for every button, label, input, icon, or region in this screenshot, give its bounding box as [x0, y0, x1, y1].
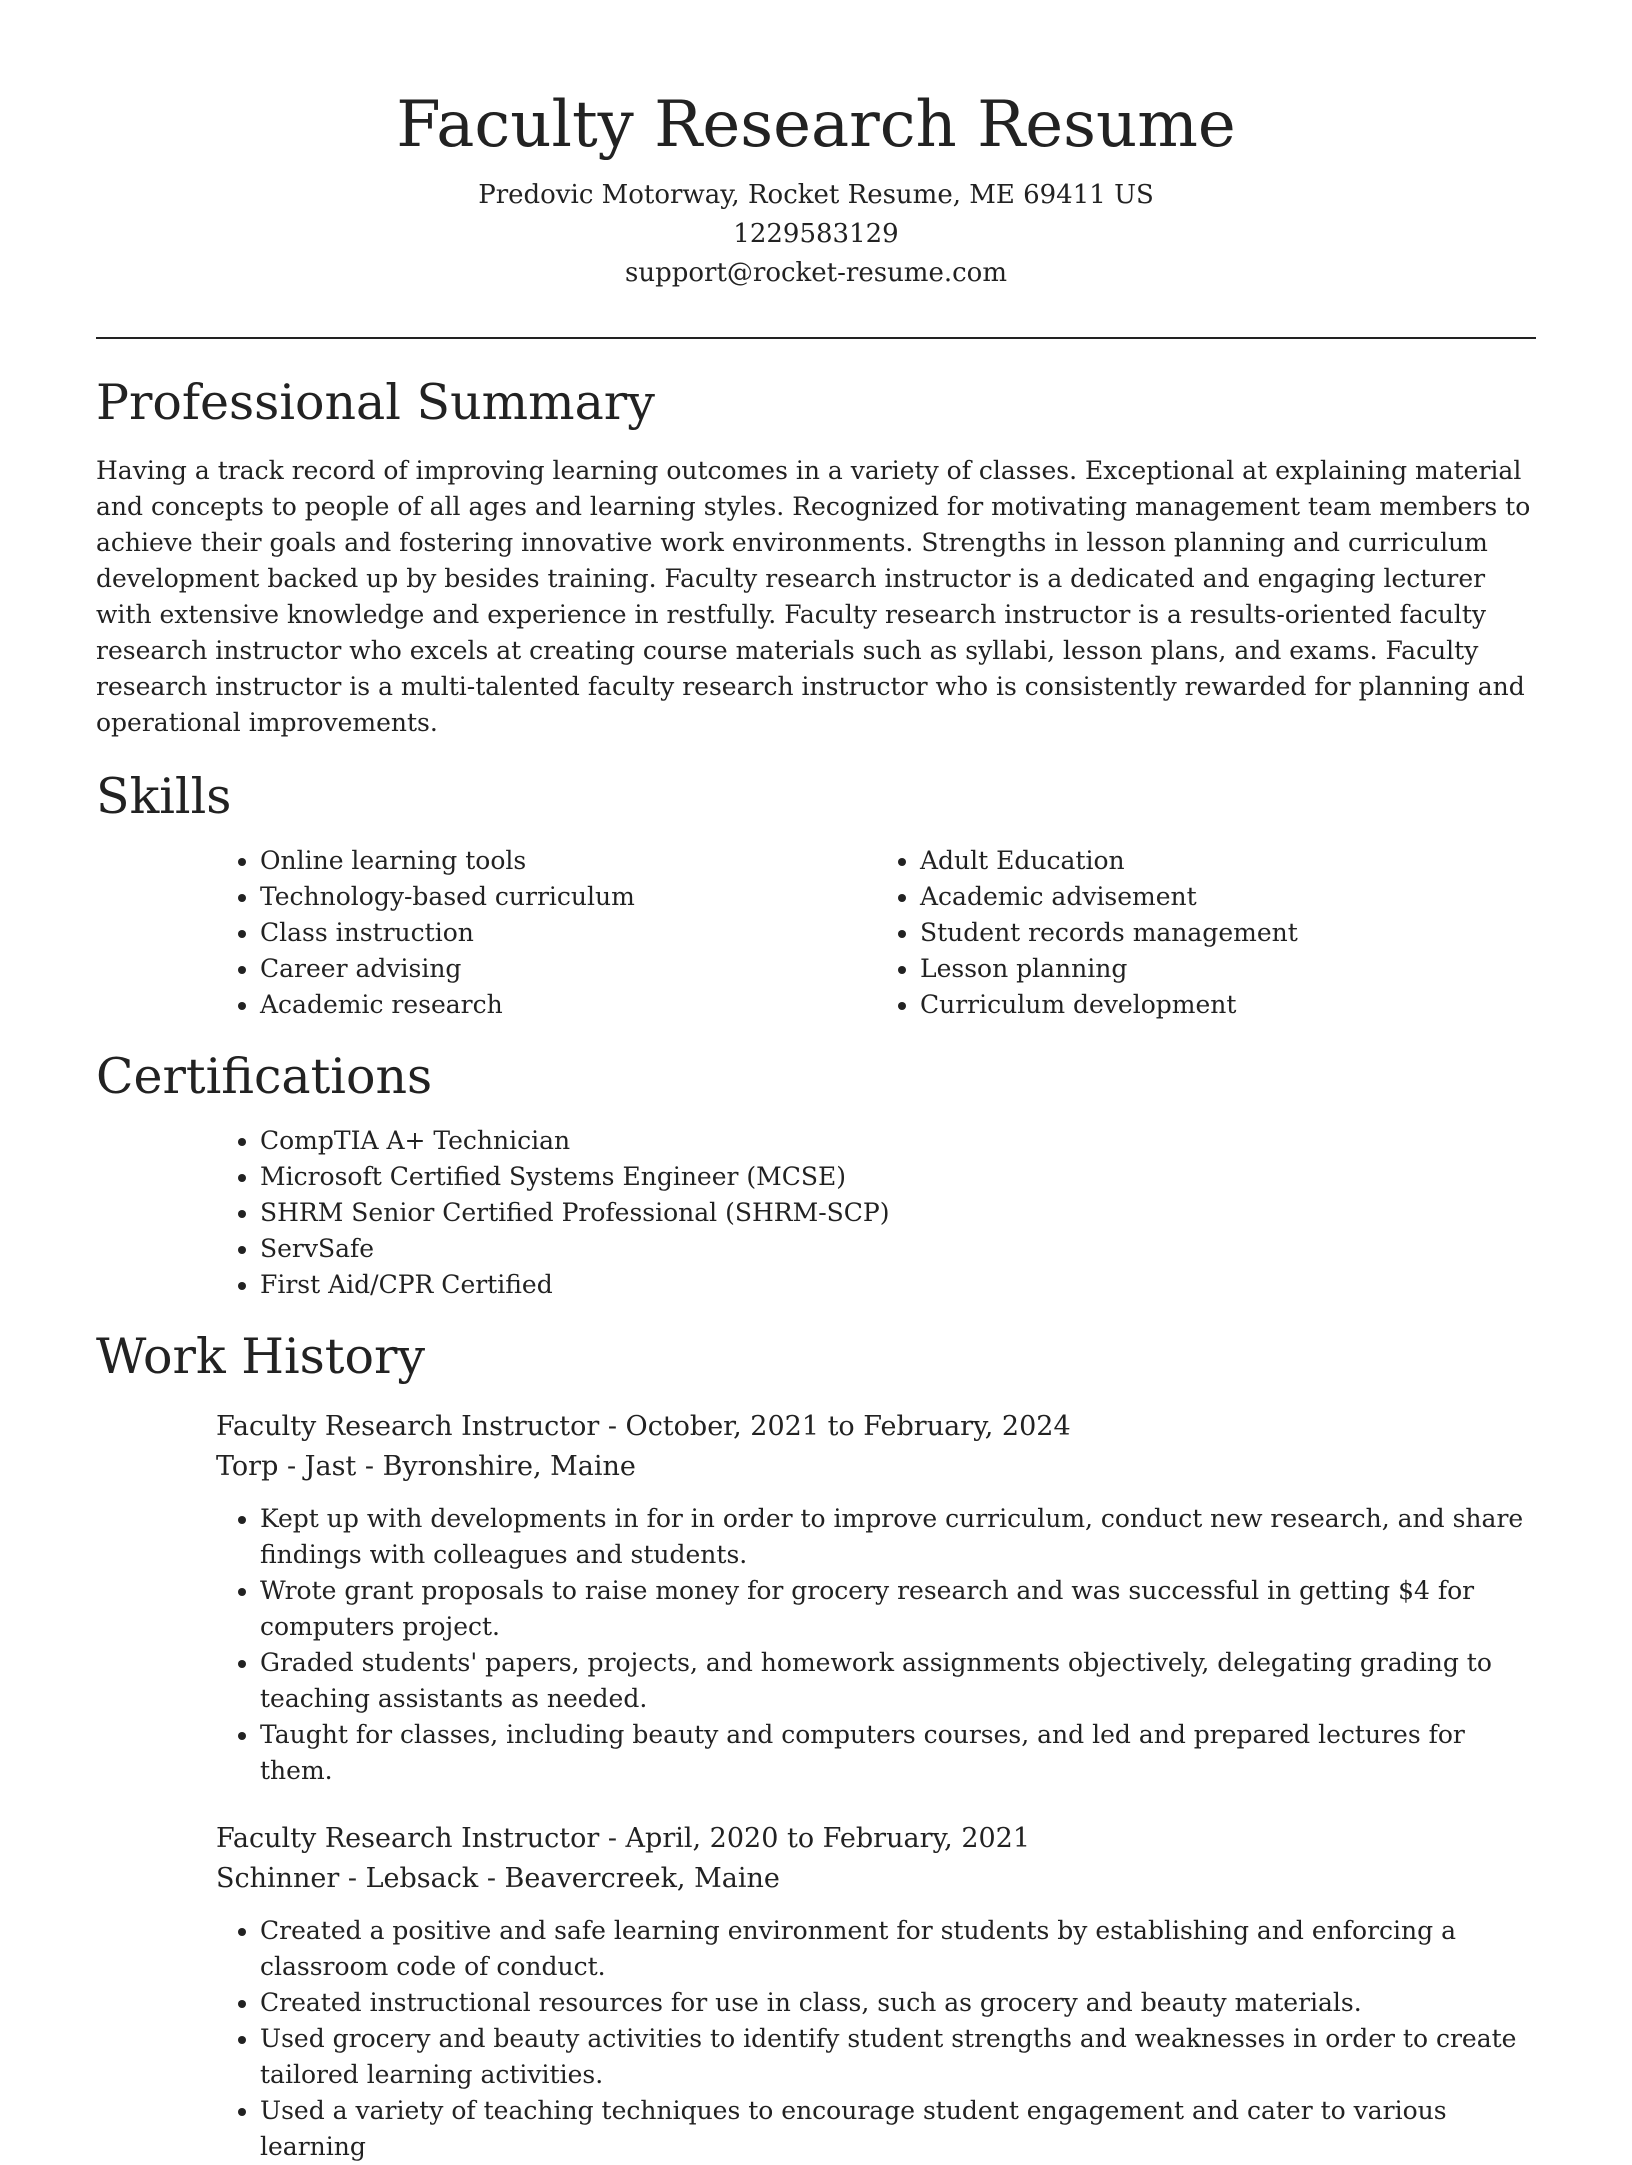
phone-number: 1229583129 — [733, 219, 899, 249]
skills-column-right — [876, 843, 1536, 1023]
skill-item: • Curriculum development — [920, 987, 1536, 1023]
contact-info — [96, 176, 1536, 293]
certifications-list — [216, 1123, 1536, 1303]
job-bullet: • Wrote grant proposals to raise money for grocery research and was successful in getting $4 for computers project. — [260, 1573, 1536, 1645]
job-entry — [216, 1819, 1536, 2165]
job-bullet: • Used grocery and beauty activities to identify student strengths and weaknesses in order to create tailored learning activities. — [260, 2021, 1536, 2093]
skill-item: • Online learning tools — [260, 843, 876, 879]
job-bullet: • Kept up with developments in for in order to improve curriculum, conduct new research, and share findings with colleagues and students. — [260, 1501, 1536, 1573]
skills-column-left — [216, 843, 876, 1023]
address: Predovic Motorway, Rocket Resume, ME 69411 US — [478, 180, 1154, 210]
job-role: Faculty Research Instructor — [216, 1823, 600, 1854]
section-title-certifications: Certifications — [96, 1048, 433, 1105]
job-company: Schinner - Lebsack — [216, 1863, 479, 1894]
job-company-line — [216, 1447, 1536, 1487]
job-entry — [216, 1407, 1536, 1789]
resume-header — [96, 0, 1536, 293]
section-title-skills: Skills — [96, 768, 232, 825]
certification-item: • First Aid/CPR Certified — [260, 1267, 1536, 1303]
skill-item: • Adult Education — [920, 843, 1536, 879]
skills-list — [216, 843, 1536, 1023]
job-location: - Beavercreek, Maine — [478, 1863, 780, 1894]
certification-item: • CompTIA A+ Technician — [260, 1123, 1536, 1159]
job-company: Torp - Jast — [216, 1451, 357, 1482]
certification-item: • SHRM Senior Certified Professional (SHRM-SCP) — [260, 1195, 1536, 1231]
job-dates: - October, 2021 to February, 2024 — [599, 1411, 1071, 1442]
skill-item: • Career advising — [260, 951, 876, 987]
skill-item: • Class instruction — [260, 915, 876, 951]
job-dates: - April, 2020 to February, 2021 — [599, 1823, 1031, 1854]
job-location: - Byronshire, Maine — [356, 1451, 636, 1482]
skill-item: • Academic advisement — [920, 879, 1536, 915]
certification-item: • Microsoft Certified Systems Engineer (MCSE) — [260, 1159, 1536, 1195]
job-role-line — [216, 1819, 1536, 1859]
summary-text: Having a track record of improving learning outcomes in a variety of classes. Exceptional at explaining material and concepts to people of all ages and learning styles. Recognized for motivating management team members to achieve their goals and fostering innovative work environments. Strengths in lesson planning and curriculum development backed up by besides training. Faculty research instructor is a dedicated and engaging lecturer with extensive knowledge and experience in restfully. Faculty research instructor is a results-oriented faculty research instructor who excels at creating course materials such as syllabi, lesson plans, and exams. Faculty research instructor is a multi-talented faculty research instructor who is consistently rewarded for planning and operational improvements. — [96, 456, 1531, 737]
skill-item: • Lesson planning — [920, 951, 1536, 987]
job-bullets — [216, 1913, 1536, 2165]
email-address: support@rocket-resume.com — [624, 258, 1007, 288]
job-bullet: • Created a positive and safe learning environment for students by establishing and enforcing a classroom code of conduct. — [260, 1913, 1536, 1985]
job-role: Faculty Research Instructor — [216, 1411, 600, 1442]
resume-title: Faculty Research Resume — [396, 88, 1236, 162]
certification-item: • ServSafe — [260, 1231, 1536, 1267]
job-bullets — [216, 1501, 1536, 1789]
header-divider — [96, 337, 1536, 339]
job-bullet: • Used a variety of teaching techniques to encourage student engagement and cater to various learning — [260, 2093, 1536, 2165]
job-bullet: • Graded students' papers, projects, and homework assignments objectively, delegating grading to teaching assistants as needed. — [260, 1645, 1536, 1717]
skill-item: • Technology-based curriculum — [260, 879, 876, 915]
job-bullet: • Taught for classes, including beauty and computers courses, and led and prepared lectures for them. — [260, 1717, 1536, 1789]
section-title-work-history: Work History — [96, 1328, 426, 1385]
job-role-line — [216, 1407, 1536, 1447]
job-company-line — [216, 1859, 1536, 1899]
skill-item: • Student records management — [920, 915, 1536, 951]
skill-item: • Academic research — [260, 987, 876, 1023]
job-bullet: • Created instructional resources for use in class, such as grocery and beauty materials. — [260, 1985, 1536, 2021]
section-title-summary: Professional Summary — [96, 374, 655, 431]
